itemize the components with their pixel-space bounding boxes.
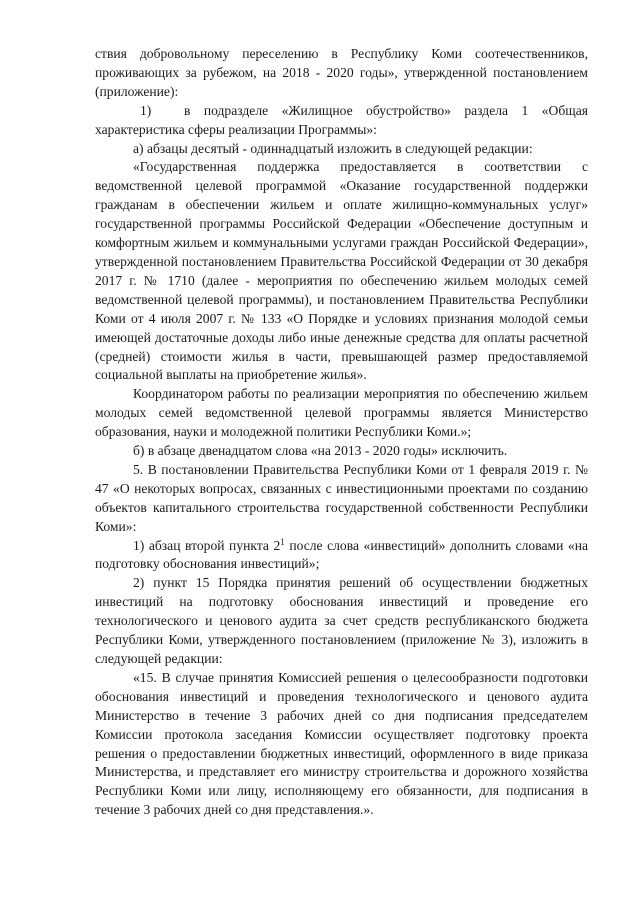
subitem-1-text-end: после слова «инвестиций» дополнить словами «на подготовку обоснования инвестиций»; <box>95 537 588 572</box>
paragraph-subitem-b: б) в абзаце двенадцатом слова «на 2013 - 2020 годы» исключить. <box>133 443 508 459</box>
paragraph-coordinator: Координатором работы по реализации мероприятия по обеспечению жильем молодых семей ведомственной целевой программы является Министерство образования, науки и молодежной политики Республики Коми.»; <box>95 386 588 440</box>
paragraph-quote-state-support: «Государственная поддержка предоставляется в соответствии с ведомственной целевой программой «Оказание государственной поддержки гражданам в обеспечении жильем и оплате жилищно-коммунальных услуг» государственной программы Российской Федерации «Обеспечение доступным и комфортным жильем и коммунальными услугами граждан Российской Федерации», утвержденной постановлением Правительства Российской Федерации от 30 декабря 2017 г. № 1710 (далее - мероприятия по обеспечению жильем молодых семей ведомственной целевой программы), и постановлением Правительства Республики Коми от 4 июля 2007 г. № 133 «О Порядке и условиях признания молодой семьи имеющей достаточные доходы либо иные денежные средства для оплаты расчетной (средней) стоимости жилья в части, превышающей размер предоставляемой социальной выплаты на приобретение жилья». <box>95 159 588 383</box>
item-text: в подразделе «Жилищное обустройство» раздела 1 «Общая характеристика сферы реализации Программы»: <box>95 102 588 137</box>
paragraph-item-1 <box>95 102 588 140</box>
paragraph-item-5: 5. В постановлении Правительства Республики Коми от 1 февраля 2019 г. № 47 «О некоторых вопросах, связанных с инвестиционными проектами по созданию объектов капитального строительства государственной собственности Республики Коми»: <box>95 461 588 534</box>
subitem-1-text-start: 1) абзац второй пункта 2 <box>133 537 281 553</box>
paragraph-quote-15: «15. В случае принятия Комиссией решения о целесообразности подготовки обоснования инвестиций и проведения технологического и ценового аудита Министерство в течение 3 рабочих дней со дня подписания председателем Комиссии протокола заседания Комиссии осуществляет подготовку проекта решения о предоставлении бюджетных инвестиций, оформленного в виде приказа Министерства, и представляет его министру строительства и дорожного хозяйства Республики Коми или лицу, исполняющему его обязанности, для подписания в течение 3 рабочих дней со дня представления.». <box>95 669 588 818</box>
superscript-1: 1 <box>280 536 285 547</box>
paragraph-continuation: ствия добровольному переселению в Республику Коми соотечественников, проживающих за рубежом, на 2018 - 2020 годы», утвержденной постановлением (приложение): <box>95 46 588 99</box>
paragraph-5-subitem-1 <box>95 537 588 575</box>
paragraph-5-subitem-2: 2) пункт 15 Порядка принятия решений об осуществлении бюджетных инвестиций на подготовку обоснования инвестиций и проведение его технологического и ценового аудита за счет средств республиканского бюджета Республики Коми, утвержденного постановлением (приложение № 3), изложить в следующей редакции: <box>95 575 588 666</box>
item-number: 1) <box>140 102 152 118</box>
paragraph-subitem-a: а) абзацы десятый - одиннадцатый изложить в следующей редакции: <box>133 140 533 156</box>
document-body <box>95 45 588 820</box>
